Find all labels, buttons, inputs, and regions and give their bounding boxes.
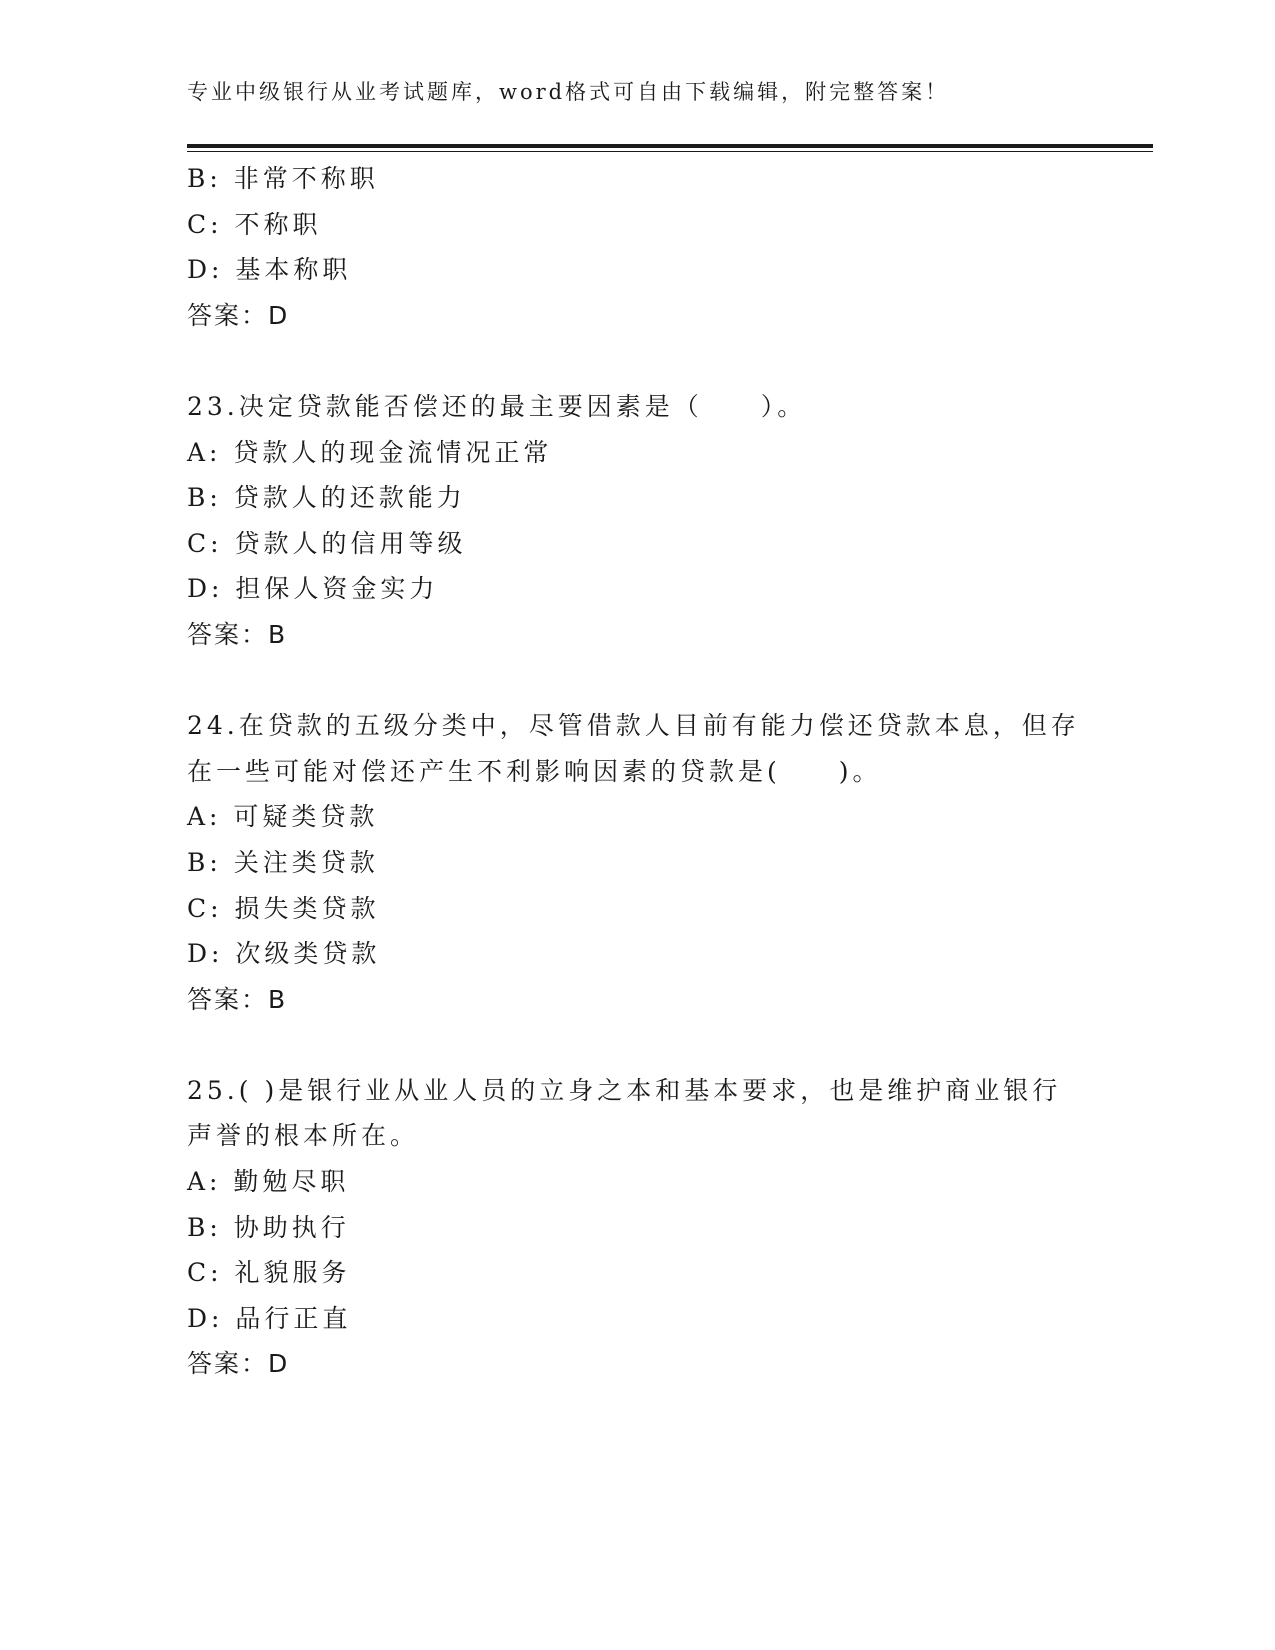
question-text: 24.在贷款的五级分类中，尽管借款人目前有能力偿还贷款本息，但存 — [187, 711, 1080, 741]
option-c: C: 不称职 — [187, 209, 322, 239]
question-block — [187, 1068, 1107, 1387]
question-text: 在一些可能对偿还产生不利影响因素的贷款是( )。 — [187, 756, 882, 786]
option-c: C: 贷款人的信用等级 — [187, 528, 467, 558]
question-block — [187, 156, 1107, 338]
option-c: C: 损失类贷款 — [187, 893, 380, 923]
question-text: 声誉的根本所在。 — [187, 1121, 420, 1151]
answer-line: 答案：D — [187, 300, 290, 330]
option-b: B: 协助执行 — [187, 1212, 350, 1242]
answer-line: 答案：B — [187, 619, 288, 649]
answer-line: 答案：B — [187, 984, 288, 1014]
spacer — [187, 338, 1107, 384]
option-a: A: 贷款人的现金流情况正常 — [187, 437, 553, 467]
header-rule-thin — [187, 151, 1153, 152]
question-block — [187, 703, 1107, 1022]
answer-line: 答案：D — [187, 1349, 290, 1379]
option-d: D: 品行正直 — [187, 1303, 352, 1333]
header-rule-thick — [187, 144, 1153, 148]
option-b: B: 非常不称职 — [187, 164, 379, 193]
option-b: B: 关注类贷款 — [187, 847, 379, 877]
question-list — [187, 156, 1107, 1387]
option-a: A: 勤勉尽职 — [187, 1167, 350, 1197]
page-header: 专业中级银行从业考试题库，word格式可自由下载编辑，附完整答案！ — [187, 80, 950, 104]
option-d: D: 基本称职 — [187, 255, 352, 285]
spacer — [187, 658, 1107, 704]
option-c: C: 礼貌服务 — [187, 1258, 351, 1288]
question-block — [187, 384, 1107, 658]
option-d: D: 次级类贷款 — [187, 939, 381, 969]
option-d: D: 担保人资金实力 — [187, 574, 439, 604]
question-text: 25.( )是银行业从业人员的立身之本和基本要求，也是维护商业银行 — [187, 1075, 1062, 1105]
question-text: 23.决定贷款能否偿还的最主要因素是（ ）。 — [187, 391, 807, 421]
option-a: A: 可疑类贷款 — [187, 802, 379, 832]
spacer — [187, 1022, 1107, 1068]
option-b: B: 贷款人的还款能力 — [187, 483, 466, 513]
